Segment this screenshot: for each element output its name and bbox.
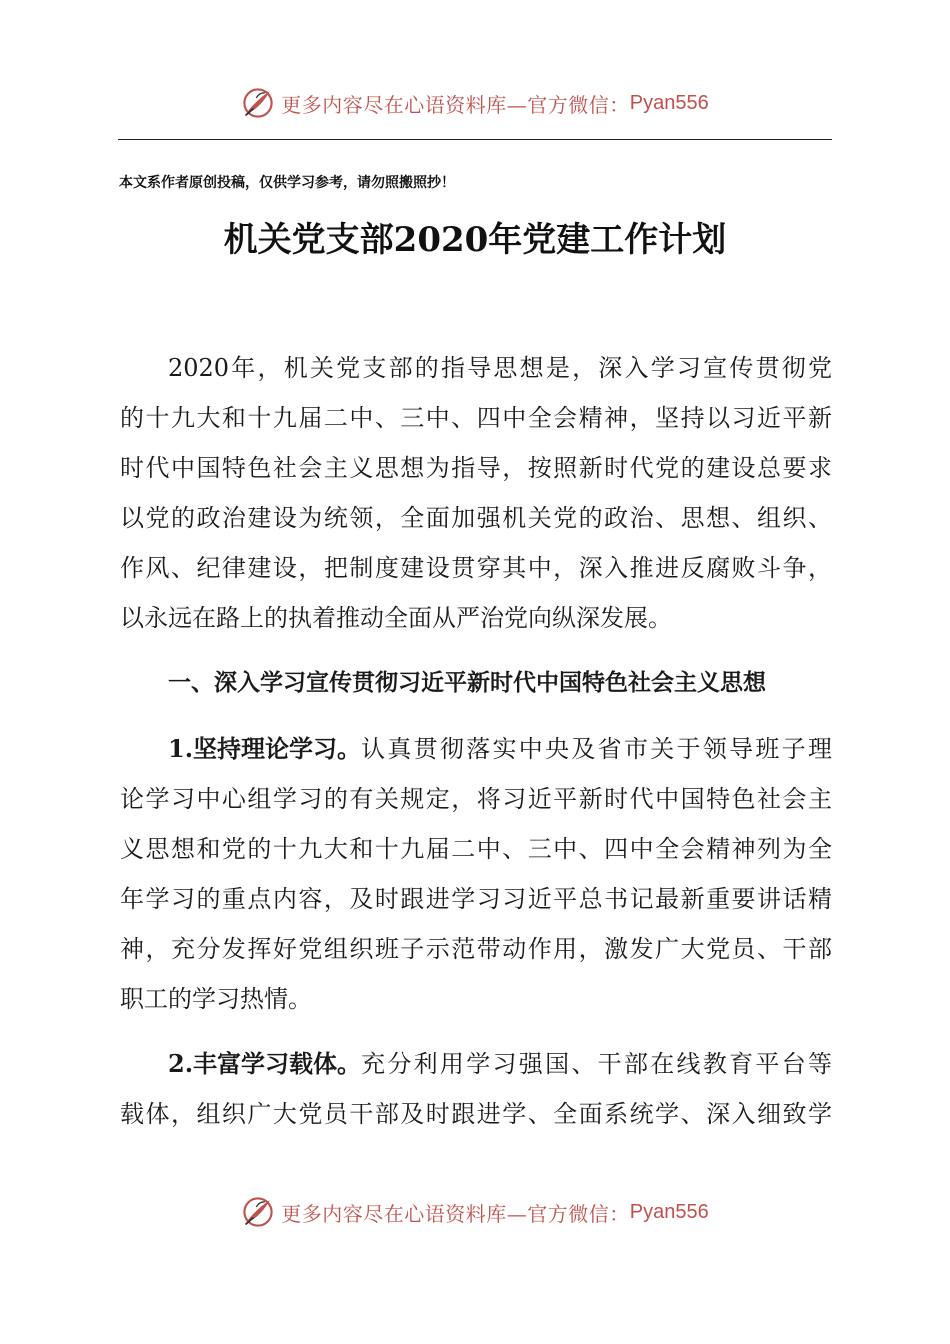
paragraph-line: 载体，组织广大党员干部及时跟进学、全面系统学、深入细致学 — [120, 1100, 832, 1128]
banner-wechat-id: Pyan556 — [629, 91, 709, 114]
quill-pen-logo-icon — [241, 86, 275, 120]
paragraph-line: 以党的政治建设为统领，全面加强机关党的政治、思想、组织、 — [120, 504, 832, 532]
copyright-notice: 本文系作者原创投稿，仅供学习参考，请勿照搬照抄！ — [119, 175, 455, 191]
paragraph-line: 时代中国特色社会主义思想为指导，按照新时代党的建设总要求 — [120, 454, 832, 482]
document-title: 机关党支部2020年党建工作计划 — [223, 220, 727, 260]
paragraph-line: 论学习中心组学习的有关规定，将习近平新时代中国特色社会主 — [120, 785, 832, 813]
paragraph-line: 的十九大和十九届二中、三中、四中全会精神，坚持以习近平新 — [120, 404, 832, 432]
paragraph-line: 职工的学习热情。 — [120, 985, 312, 1013]
item-text: 认真贯彻落实中央及省市关于领导班子理 — [361, 735, 832, 763]
paragraph-line: 作风、纪律建设，把制度建设贯穿其中，深入推进反腐败斗争， — [120, 554, 832, 582]
banner-text: 更多内容尽在心语资料库—官方微信： — [281, 1201, 630, 1226]
section-heading: 一、深入学习宣传贯彻习近平新时代中国特色社会主义思想 — [168, 670, 766, 696]
paragraph-line — [168, 733, 832, 765]
header-banner — [0, 83, 950, 123]
item-lead: 1.坚持理论学习。 — [168, 734, 362, 763]
paragraph-line: 以永远在路上的执着推动全面从严治党向纵深发展。 — [120, 604, 672, 632]
paragraph-line: 神，充分发挥好党组织班子示范带动作用，激发广大党员、干部 — [120, 935, 832, 963]
paragraph-line: 2020年，机关党支部的指导思想是，深入学习宣传贯彻党 — [168, 354, 832, 382]
paragraph-line — [168, 1048, 832, 1080]
paragraph-line: 年学习的重点内容，及时跟进学习习近平总书记最新重要讲话精 — [120, 885, 832, 913]
header-divider — [118, 139, 832, 140]
banner-wechat-id: Pyan556 — [629, 1200, 709, 1223]
paragraph-line: 义思想和党的十九大和十九届二中、三中、四中全会精神列为全 — [120, 835, 832, 863]
quill-pen-logo-icon — [241, 1195, 275, 1229]
item-text: 充分利用学习强国、干部在线教育平台等 — [361, 1050, 832, 1078]
item-lead: 2.丰富学习载体。 — [168, 1049, 362, 1078]
footer-banner — [0, 1192, 950, 1232]
banner-text: 更多内容尽在心语资料库—官方微信： — [281, 92, 630, 117]
